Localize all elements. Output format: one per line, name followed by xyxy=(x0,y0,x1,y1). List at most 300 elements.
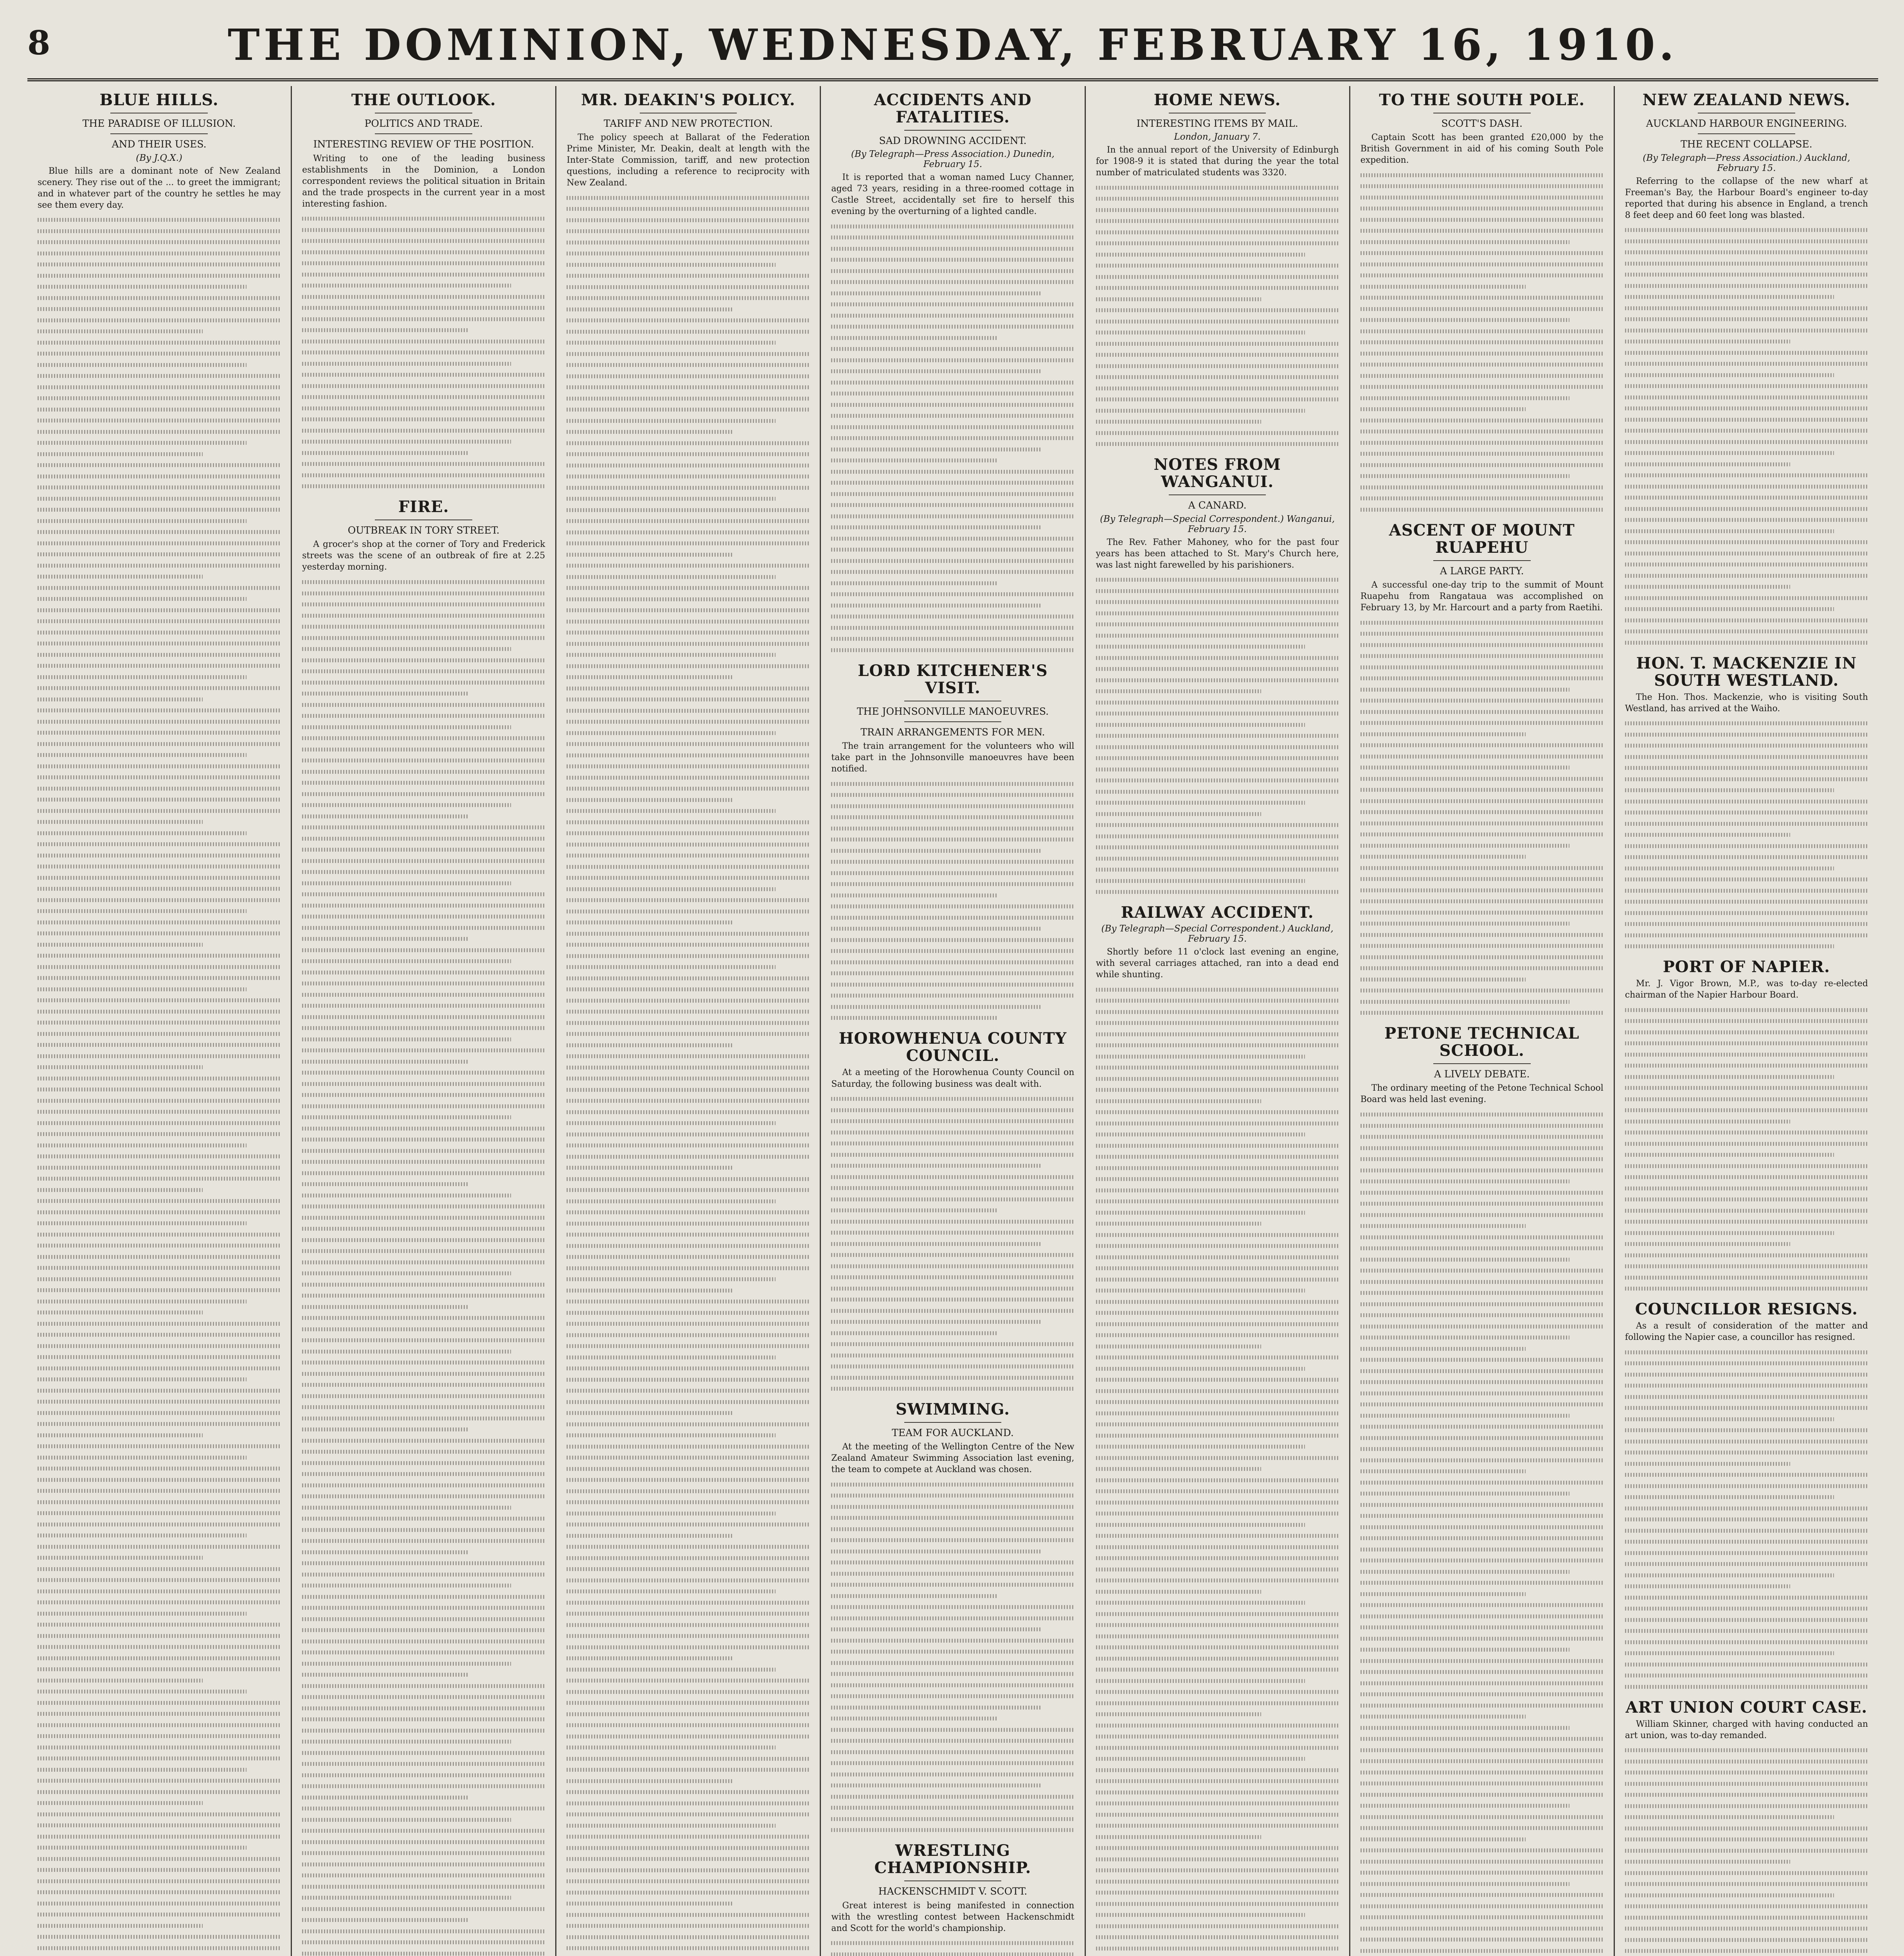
text-line xyxy=(1625,1562,1868,1566)
text-line xyxy=(567,363,810,367)
text-line xyxy=(1625,351,1868,355)
text-line xyxy=(1625,1053,1868,1057)
text-line xyxy=(38,408,281,412)
text-line xyxy=(831,1717,996,1720)
text-line xyxy=(1361,441,1603,445)
text-line xyxy=(831,815,1074,819)
article-horowhenua-county-council xyxy=(831,1030,1074,1391)
text-line xyxy=(1096,812,1261,816)
text-line xyxy=(567,1790,810,1794)
article-subheading: THE RECENT COLLAPSE. xyxy=(1681,138,1812,150)
text-line xyxy=(1361,788,1603,792)
text-line xyxy=(302,971,545,974)
text-line xyxy=(831,1616,1074,1620)
text-line xyxy=(38,285,247,289)
text-line xyxy=(567,419,776,423)
text-line xyxy=(302,892,545,896)
article-headline: ASCENT OF MOUNT RUAPEHU xyxy=(1389,521,1575,557)
text-line xyxy=(1625,733,1868,737)
text-line xyxy=(1625,1097,1868,1101)
text-line xyxy=(831,1175,1074,1179)
column-7 xyxy=(1615,86,1878,1956)
article-headline: LORD KITCHENER'S VISIT. xyxy=(858,661,1048,697)
text-line xyxy=(302,1138,545,1142)
text-line xyxy=(1096,801,1305,805)
article-new-zealand-news xyxy=(1625,92,1868,645)
text-line xyxy=(302,1238,545,1242)
text-line xyxy=(1096,823,1339,827)
text-line xyxy=(1361,262,1603,266)
text-line xyxy=(1096,275,1339,279)
column-6 xyxy=(1350,86,1615,1956)
article-headline: RAILWAY ACCIDENT. xyxy=(1121,903,1314,922)
text-line xyxy=(567,1801,810,1805)
text-line xyxy=(1096,308,1339,312)
text-line xyxy=(1096,745,1339,749)
text-line xyxy=(831,1538,1074,1542)
text-line xyxy=(567,1266,810,1270)
text-line xyxy=(1361,955,1603,959)
text-line xyxy=(1361,251,1603,255)
text-line xyxy=(1361,1458,1603,1462)
text-line xyxy=(567,764,810,768)
article-notes-from-wanganui xyxy=(1096,456,1339,894)
text-line xyxy=(1625,867,1834,870)
article-body-texture xyxy=(1096,186,1339,446)
text-line xyxy=(1361,1481,1603,1485)
text-line xyxy=(1625,607,1834,611)
text-line xyxy=(567,1233,810,1237)
text-line xyxy=(1361,1904,1603,1908)
text-line xyxy=(1625,1417,1834,1421)
text-line xyxy=(567,965,776,969)
divider-rule xyxy=(1698,133,1795,134)
text-line xyxy=(1096,1757,1305,1761)
column-1 xyxy=(27,86,292,1956)
text-line xyxy=(1096,1545,1339,1549)
text-line xyxy=(1361,721,1603,725)
text-line xyxy=(38,920,281,924)
text-line xyxy=(38,519,247,523)
text-line xyxy=(1625,1473,1868,1477)
text-line xyxy=(302,937,467,941)
article-byline: (By Telegraph—Special Correspondent.) Auckland, February 15. xyxy=(1101,924,1334,944)
divider-rule xyxy=(904,1422,1001,1423)
article-the-outlook xyxy=(302,92,545,488)
text-line xyxy=(1361,1213,1603,1217)
text-line xyxy=(1096,1724,1339,1728)
text-line xyxy=(302,993,545,997)
text-line xyxy=(302,1673,467,1677)
text-line xyxy=(831,1706,1040,1710)
text-line xyxy=(302,982,545,985)
article-subheading: THE PARADISE OF ILLUSION. xyxy=(82,118,236,129)
text-line xyxy=(1625,777,1868,781)
text-line xyxy=(1096,999,1339,1003)
article-body-texture xyxy=(1096,578,1339,894)
text-line xyxy=(1361,978,1526,982)
text-line xyxy=(1096,678,1339,682)
text-line xyxy=(302,904,545,908)
text-line xyxy=(567,1656,732,1660)
text-line xyxy=(38,597,247,601)
text-line xyxy=(1361,1748,1603,1752)
text-line xyxy=(831,1119,1074,1123)
text-line xyxy=(567,1857,810,1861)
text-line xyxy=(1096,1144,1339,1148)
text-line xyxy=(567,1846,810,1850)
text-line xyxy=(1361,1614,1603,1618)
divider-rule xyxy=(904,1880,1001,1881)
article-councillor-resigns xyxy=(1625,1301,1868,1689)
article-lead-text: The Rev. Father Mahoney, who for the past four years has been attached to St. Mary's Church here, was last night farewelled by his parishioners. xyxy=(1096,537,1339,570)
text-line xyxy=(1625,855,1868,859)
text-line xyxy=(831,838,1074,841)
text-line xyxy=(831,225,1074,228)
text-line xyxy=(38,296,281,300)
text-line xyxy=(831,1627,1040,1631)
text-line xyxy=(1361,1124,1603,1128)
text-line xyxy=(1625,1175,1868,1179)
text-line xyxy=(38,1054,281,1058)
text-line xyxy=(38,1823,281,1827)
text-line xyxy=(567,1378,810,1382)
text-line xyxy=(1625,1685,1868,1689)
text-line xyxy=(302,959,511,963)
text-line xyxy=(1361,1000,1569,1004)
text-line xyxy=(1625,1484,1868,1488)
text-line xyxy=(302,1628,545,1632)
text-line xyxy=(38,731,281,735)
text-line xyxy=(1625,833,1790,837)
text-line xyxy=(1625,362,1868,366)
text-line xyxy=(567,241,810,244)
text-line xyxy=(1361,643,1603,647)
text-line xyxy=(1625,585,1790,589)
text-line xyxy=(1625,877,1868,881)
text-line xyxy=(302,1762,545,1766)
text-line xyxy=(38,1177,281,1181)
text-line xyxy=(38,1244,281,1248)
text-line xyxy=(831,247,1074,251)
text-line xyxy=(1625,744,1868,748)
text-line xyxy=(1361,844,1569,848)
text-line xyxy=(1625,1075,1834,1079)
text-line xyxy=(302,406,545,410)
text-line xyxy=(302,814,467,818)
text-line xyxy=(831,882,1074,886)
text-line xyxy=(1096,622,1339,626)
text-line xyxy=(567,698,810,701)
text-line xyxy=(1096,1066,1339,1070)
text-line xyxy=(831,626,1074,630)
text-line xyxy=(831,1761,1074,1765)
text-line xyxy=(1361,1347,1526,1351)
text-line xyxy=(831,258,1074,262)
text-line xyxy=(1361,989,1603,992)
text-line xyxy=(1361,855,1526,859)
article-byline: (By Telegraph—Press Association.) Auckland, February 15. xyxy=(1643,153,1850,173)
text-line xyxy=(38,1088,281,1091)
text-line xyxy=(831,1376,1074,1380)
text-line xyxy=(567,1110,810,1114)
text-line xyxy=(1361,1525,1603,1529)
text-line xyxy=(1096,723,1305,727)
text-line xyxy=(1625,1927,1868,1931)
text-line xyxy=(1361,1514,1603,1518)
text-line xyxy=(38,1021,281,1025)
text-line xyxy=(38,1801,203,1805)
text-line xyxy=(567,1891,810,1895)
text-line xyxy=(1625,306,1868,310)
text-line xyxy=(567,263,776,267)
text-line xyxy=(567,408,810,412)
article-hon-t-mackenzie-in-south-westland xyxy=(1625,655,1868,949)
text-line xyxy=(1096,600,1339,604)
text-line xyxy=(302,1394,545,1398)
text-line xyxy=(1361,1224,1526,1228)
text-line xyxy=(831,1572,1074,1576)
article-swimming xyxy=(831,1401,1074,1832)
text-line xyxy=(302,1918,467,1922)
text-line xyxy=(1361,699,1603,703)
text-line xyxy=(38,1489,281,1493)
text-line xyxy=(831,592,1074,596)
text-line xyxy=(38,1790,281,1794)
text-line xyxy=(1096,1690,1339,1694)
article-headline: ACCIDENTS AND FATALITIES. xyxy=(874,91,1032,126)
text-line xyxy=(302,362,511,366)
text-line xyxy=(567,452,810,456)
text-line xyxy=(1625,1916,1868,1920)
text-line xyxy=(302,429,545,433)
text-line xyxy=(302,1561,545,1565)
text-line xyxy=(1625,396,1868,399)
text-line xyxy=(831,1952,1074,1956)
text-line xyxy=(1096,1913,1305,1917)
article-subheading: SAD DROWNING ACCIDENT. xyxy=(879,135,1027,146)
text-line xyxy=(1096,1378,1339,1382)
text-line xyxy=(302,1863,545,1866)
text-line xyxy=(567,987,810,991)
text-line xyxy=(302,1093,545,1097)
text-line xyxy=(831,1220,1074,1224)
text-line xyxy=(567,397,810,401)
text-line xyxy=(1361,1871,1603,1875)
text-line xyxy=(831,470,1074,474)
text-line xyxy=(302,1740,511,1744)
text-line xyxy=(38,396,281,400)
text-line xyxy=(1361,508,1603,512)
text-line xyxy=(38,753,247,757)
text-line xyxy=(567,1523,810,1526)
text-line xyxy=(1096,890,1339,894)
text-line xyxy=(1361,352,1603,356)
text-line xyxy=(1625,1264,1868,1268)
text-line xyxy=(38,664,281,668)
text-line xyxy=(302,250,545,254)
text-line xyxy=(831,1387,1074,1391)
text-line xyxy=(1096,208,1339,212)
text-line xyxy=(1096,1088,1339,1092)
text-line xyxy=(302,1171,545,1175)
text-line xyxy=(567,1333,810,1337)
text-line xyxy=(1361,1548,1603,1551)
text-line xyxy=(302,1550,467,1554)
article-body-texture xyxy=(1096,988,1339,1956)
text-line xyxy=(567,1601,810,1605)
text-line xyxy=(567,731,776,735)
text-line xyxy=(1361,766,1569,769)
text-line xyxy=(302,1227,545,1231)
text-line xyxy=(1625,250,1868,254)
text-line xyxy=(302,803,511,807)
text-line xyxy=(567,218,810,222)
text-line xyxy=(1625,540,1868,544)
text-line xyxy=(567,1701,810,1705)
text-line xyxy=(831,381,1074,385)
text-line xyxy=(38,475,281,478)
text-line xyxy=(1096,1857,1339,1861)
text-line xyxy=(1361,1927,1603,1931)
text-line xyxy=(831,559,1074,563)
text-line xyxy=(567,1021,810,1025)
text-line xyxy=(302,1662,511,1666)
text-line xyxy=(38,586,281,590)
text-line xyxy=(1361,1771,1603,1774)
text-line xyxy=(831,291,1040,295)
text-line xyxy=(831,481,1074,485)
text-line xyxy=(831,1331,996,1335)
text-line xyxy=(831,1097,1074,1101)
text-line xyxy=(302,1684,545,1688)
text-line xyxy=(1361,1882,1569,1886)
text-line xyxy=(831,1828,1074,1832)
article-headline: COUNCILLOR RESIGNS. xyxy=(1635,1300,1858,1319)
text-line xyxy=(1096,331,1305,334)
text-line xyxy=(1625,1517,1868,1521)
text-line xyxy=(831,1320,1040,1324)
text-line xyxy=(567,1489,810,1493)
text-line xyxy=(302,1427,467,1431)
text-line xyxy=(302,748,545,751)
text-line xyxy=(302,417,545,421)
text-line xyxy=(302,1205,545,1208)
text-line xyxy=(1625,1607,1868,1611)
text-line xyxy=(1096,1891,1339,1895)
text-line xyxy=(1625,462,1790,466)
text-line xyxy=(567,1946,810,1950)
text-line xyxy=(1096,219,1339,223)
text-line xyxy=(38,374,281,378)
text-line xyxy=(1625,1827,1868,1830)
text-line xyxy=(1625,1871,1868,1875)
text-line xyxy=(567,385,810,389)
text-line xyxy=(831,949,1074,953)
text-line xyxy=(1096,1835,1261,1839)
text-line xyxy=(302,1060,467,1064)
text-line xyxy=(302,1305,467,1309)
text-line xyxy=(831,1275,1074,1279)
text-line xyxy=(1625,1108,1868,1112)
text-line xyxy=(1096,1122,1339,1125)
text-line xyxy=(831,1773,1074,1776)
text-line xyxy=(302,1952,545,1956)
text-line xyxy=(1361,1637,1603,1641)
text-line xyxy=(38,854,281,858)
text-line xyxy=(38,1277,281,1281)
text-line xyxy=(567,430,732,434)
text-line xyxy=(1625,507,1868,511)
text-line xyxy=(302,580,545,584)
text-line xyxy=(38,564,281,568)
text-line xyxy=(567,1133,810,1136)
text-line xyxy=(38,798,281,802)
text-line xyxy=(1096,778,1339,782)
text-line xyxy=(831,1354,1074,1357)
text-line xyxy=(302,284,511,288)
text-line xyxy=(1361,285,1526,289)
article-ascent-of-mount-ruapehu xyxy=(1361,522,1603,1015)
text-line xyxy=(567,1645,810,1649)
text-line xyxy=(1361,933,1603,937)
text-line xyxy=(302,473,545,477)
text-line xyxy=(302,1115,511,1119)
text-line xyxy=(1625,317,1868,321)
text-line xyxy=(567,1545,810,1549)
text-line xyxy=(1361,1336,1569,1339)
article-body-texture xyxy=(567,196,810,1956)
text-line xyxy=(567,553,732,557)
text-line xyxy=(38,1879,281,1883)
text-line xyxy=(38,1913,281,1916)
text-line xyxy=(1625,811,1868,814)
text-line xyxy=(38,1444,281,1448)
text-line xyxy=(302,1584,511,1587)
text-line xyxy=(1096,397,1339,401)
text-line xyxy=(1361,899,1603,903)
text-line xyxy=(567,597,810,601)
article-lead-text: At the meeting of the Wellington Centre of the New Zealand Amateur Swimming Association last evening, the team to compete at Auckland was chosen. xyxy=(831,1442,1074,1475)
text-line xyxy=(1625,1804,1868,1808)
text-line xyxy=(831,860,1074,864)
text-line xyxy=(567,1188,810,1192)
text-line xyxy=(38,909,247,913)
text-line xyxy=(302,1773,545,1777)
text-line xyxy=(567,1300,810,1303)
text-line xyxy=(302,373,545,377)
text-line xyxy=(38,1322,281,1326)
text-line xyxy=(38,1734,281,1738)
text-line xyxy=(38,352,281,356)
text-line xyxy=(1625,1882,1868,1886)
text-line xyxy=(302,306,545,310)
text-line xyxy=(831,1806,1074,1810)
text-line xyxy=(38,1545,281,1549)
article-lead-text: Writing to one of the leading business establishments in the Dominion, a London correspondent reviews the political situation in Britain and the trade prospects in the current year in a most interesting fashion. xyxy=(302,153,545,209)
text-line xyxy=(1625,1462,1790,1466)
text-line xyxy=(302,614,545,618)
text-line xyxy=(1361,273,1603,277)
article-headline: HON. T. MACKENZIE IN SOUTH WESTLAND. xyxy=(1636,654,1857,690)
text-line xyxy=(567,1589,776,1593)
text-line xyxy=(567,274,810,278)
text-line xyxy=(567,475,810,478)
text-line xyxy=(38,987,247,991)
article-lead-text: As a result of consideration of the matter and following the Napier case, a councillor has resigned. xyxy=(1625,1321,1868,1343)
text-line xyxy=(38,1500,281,1504)
text-line xyxy=(302,1082,545,1086)
